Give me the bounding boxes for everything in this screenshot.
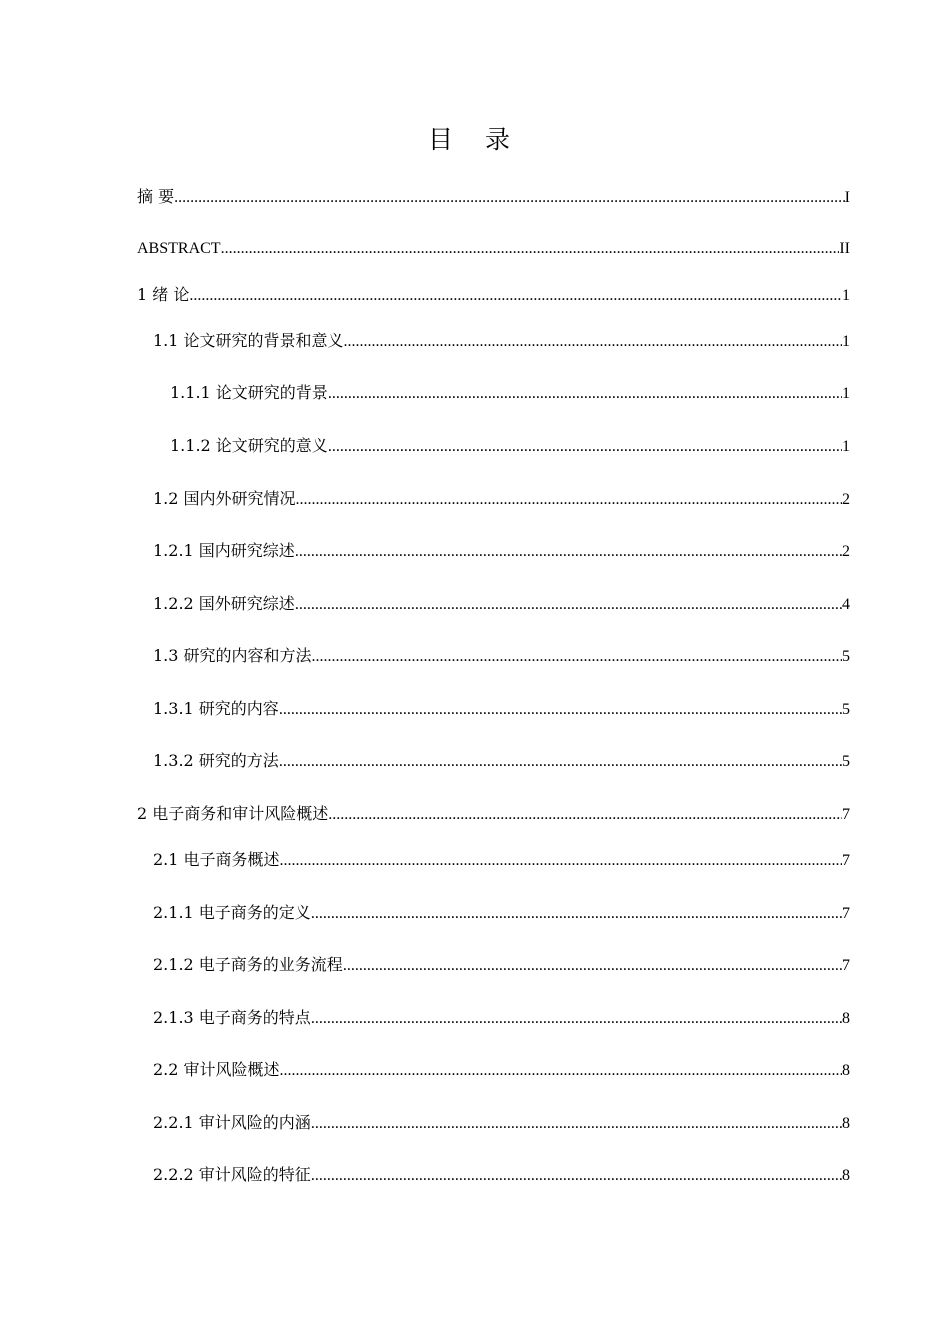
toc-entry-page: 8	[842, 1167, 850, 1184]
toc-entry-page: 2	[842, 491, 850, 508]
toc-entry-page: 7	[842, 905, 850, 922]
toc-entry[interactable]	[153, 1007, 850, 1030]
toc-entry-label: 1.2.2 国外研究综述	[153, 594, 295, 613]
toc-leader-dots	[311, 903, 842, 925]
toc-leader-dots	[312, 646, 842, 668]
toc-entry-label: 2.1 电子商务概述	[153, 850, 280, 869]
toc-leader-dots	[279, 699, 842, 721]
toc-entry[interactable]	[153, 540, 850, 563]
toc-leader-dots	[344, 331, 842, 353]
toc-entry[interactable]	[137, 238, 850, 260]
toc-entry-page: 1	[842, 287, 850, 304]
toc-leader-dots	[311, 1113, 842, 1135]
toc-entry-label: 1.2 国内外研究情况	[153, 489, 296, 508]
toc-leader-dots	[189, 285, 842, 307]
toc-leader-dots	[343, 955, 842, 977]
toc-leader-dots	[296, 489, 842, 511]
toc-entry-label: 2.2.2 审计风险的特征	[153, 1165, 311, 1184]
toc-entry-label: 1.3.1 研究的内容	[153, 699, 279, 718]
toc-title: 目 录	[428, 125, 522, 154]
toc-entry-label: 2 电子商务和审计风险概述	[137, 804, 329, 823]
toc-entry-page: 1	[842, 385, 850, 402]
toc-entry[interactable]	[153, 645, 850, 668]
toc-leader-dots	[311, 1008, 842, 1030]
toc-leader-dots	[279, 751, 842, 773]
toc-entry[interactable]	[170, 382, 850, 405]
toc-leader-dots	[295, 541, 842, 563]
toc-leader-dots	[311, 1165, 842, 1187]
toc-entry[interactable]	[153, 593, 850, 616]
toc-entry-label: 1.1 论文研究的背景和意义	[153, 331, 344, 350]
toc-leader-dots	[280, 1060, 842, 1082]
toc-entry[interactable]	[153, 330, 850, 353]
toc-entry[interactable]	[137, 803, 850, 826]
toc-entry-page: 5	[842, 753, 850, 770]
toc-entry-page: 1	[842, 438, 850, 455]
toc-entry-page: 8	[842, 1062, 850, 1079]
toc-entry-label: 2.1.1 电子商务的定义	[153, 903, 311, 922]
toc-entry-page: 8	[842, 1115, 850, 1132]
toc-entry-page: 5	[842, 648, 850, 665]
toc-entry[interactable]	[153, 698, 850, 721]
toc-entry-label: 1.3.2 研究的方法	[153, 751, 279, 770]
toc-leader-dots	[328, 804, 842, 826]
toc-entry-label: 1.3 研究的内容和方法	[153, 646, 312, 665]
toc-entry-label: 2.1.2 电子商务的业务流程	[153, 955, 343, 974]
toc-leader-dots	[221, 238, 840, 260]
toc-entry-label: ABSTRACT	[137, 240, 221, 257]
toc-entry-label: 2.2.1 审计风险的内涵	[153, 1113, 311, 1132]
toc-entry[interactable]	[153, 488, 850, 511]
toc-entry[interactable]	[153, 1164, 850, 1187]
toc-entry[interactable]	[153, 1059, 850, 1082]
toc-leader-dots	[174, 187, 845, 209]
toc-entry[interactable]	[153, 954, 850, 977]
toc-entry[interactable]	[137, 284, 850, 307]
toc-entry-page: I	[844, 189, 850, 206]
toc-entry-page: 7	[842, 806, 850, 823]
toc-entry-label: 1 绪 论	[137, 285, 190, 304]
toc-entry[interactable]	[153, 849, 850, 872]
toc-entry-page: 1	[842, 333, 850, 350]
toc-entry-page: 4	[842, 596, 850, 613]
toc-entry-label: 1.1.2 论文研究的意义	[170, 436, 328, 455]
toc-entry-label: 1.2.1 国内研究综述	[153, 541, 295, 560]
toc-entry-label: 2.2 审计风险概述	[153, 1060, 280, 1079]
toc-entry-label: 摘 要	[137, 187, 175, 206]
toc-entry[interactable]	[153, 902, 850, 925]
toc-entry-label: 1.1.1 论文研究的背景	[170, 383, 328, 402]
toc-entry-page: 2	[842, 543, 850, 560]
toc-entry-label: 2.1.3 电子商务的特点	[153, 1008, 311, 1027]
toc-entry[interactable]	[170, 435, 850, 458]
toc-leader-dots	[328, 383, 842, 405]
toc-entry-page: 7	[842, 957, 850, 974]
toc-entry-page: II	[839, 240, 850, 257]
toc-leader-dots	[280, 850, 842, 872]
toc-entry-page: 5	[842, 701, 850, 718]
toc-entry-page: 7	[842, 852, 850, 869]
toc-entry[interactable]	[153, 750, 850, 773]
toc-entry[interactable]	[153, 1112, 850, 1135]
toc-leader-dots	[328, 436, 842, 458]
toc-leader-dots	[295, 594, 842, 616]
toc-entry-page: 8	[842, 1010, 850, 1027]
toc-entry[interactable]	[137, 186, 850, 209]
